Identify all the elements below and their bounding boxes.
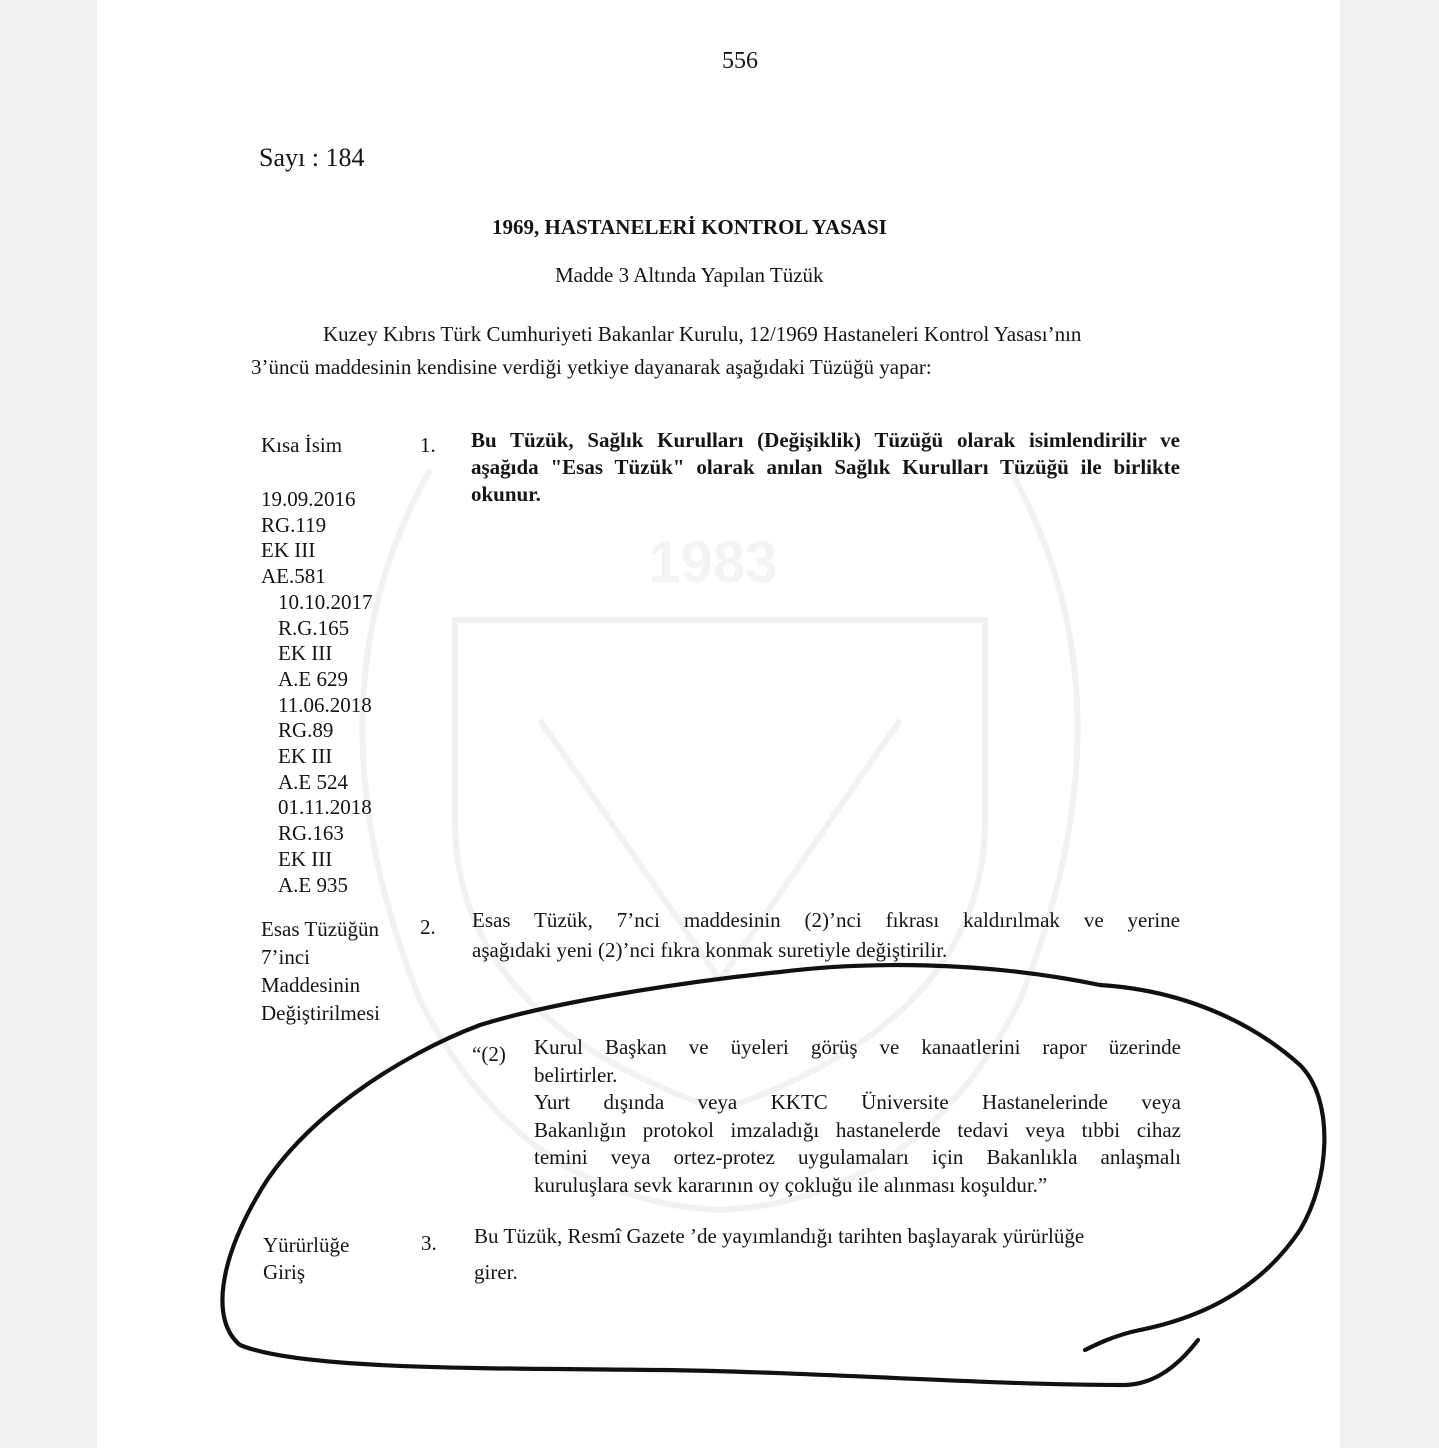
section-2-line: aşağıdaki yeni (2)’nci fıkra konmak suretiyle değiştirilir.: [472, 938, 948, 962]
reference-line: RG.163: [278, 821, 344, 846]
reference-line: A.E 935: [278, 872, 348, 897]
reference-line: 10.10.2017: [278, 589, 373, 614]
quote-line: belirtirler.: [534, 1062, 618, 1087]
margin-title-line: Maddesinin: [261, 973, 361, 997]
reference-line: 01.11.2018: [278, 795, 372, 820]
quote-line: Yurt dışında veya KKTC Üniversite Hastanelerinde veya: [534, 1090, 1181, 1114]
section-1-number: 1.: [420, 433, 436, 457]
reference-line: A.E 629: [278, 666, 348, 691]
section-1-margin-title: Kısa İsim: [261, 433, 343, 457]
section-1-line: aşağıda "Esas Tüzük" olarak anılan Sağlık Kurulları Tüzüğü ile birlikte: [471, 455, 1180, 479]
section-2-text: [472, 905, 1180, 965]
reference-line: RG.119: [261, 512, 327, 537]
margin-title-line: Yürürlüğe: [263, 1233, 350, 1257]
section-1-references: [261, 487, 373, 898]
margin-title-line: Değiştirilmesi: [261, 1001, 380, 1025]
page-number: 556: [722, 48, 758, 74]
section-2-number: 2.: [420, 915, 436, 939]
section-3-line: Bu Tüzük, Resmî Gazete ’de yayımlandığı tarihten başlayarak yürürlüğe: [474, 1224, 1085, 1248]
quote-line: Bakanlığın protokol imzaladığı hastanelerde tedavi veya tıbbi cihaz: [534, 1117, 1181, 1142]
reference-line: AE.581: [261, 564, 326, 589]
reference-line: 11.06.2018: [278, 692, 372, 717]
preamble-line-1: Kuzey Kıbrıs Türk Cumhuriyeti Bakanlar Kurulu, 12/1969 Hastaneleri Kontrol Yasası’nın: [323, 322, 1082, 346]
quote-line: temini veya ortez-protez uygulamaları için Bakanlıkla anlaşmalı: [534, 1145, 1181, 1169]
reference-line: R.G.165: [278, 615, 350, 640]
margin-title-line: Esas Tüzüğün: [261, 917, 380, 941]
law-title: 1969, HASTANELERİ KONTROL YASASI: [492, 215, 887, 239]
quoted-paragraph: [534, 1034, 1181, 1199]
law-subtitle: Madde 3 Altında Yapılan Tüzük: [555, 263, 824, 287]
preamble-line-2: 3’üncü maddesinin kendisine verdiği yetkiye dayanarak aşağıdaki Tüzüğü yapar:: [251, 355, 932, 379]
reference-line: EK III: [278, 641, 333, 666]
reference-line: A.E 524: [278, 769, 348, 794]
section-3-margin-title: [263, 1232, 349, 1286]
section-2-margin-title: [261, 915, 380, 1027]
margin-title-line: Giriş: [263, 1260, 305, 1284]
section-3-line: girer.: [474, 1260, 518, 1284]
reference-line: 19.09.2016: [261, 487, 356, 511]
margin-title-line: 7’inci: [261, 945, 310, 969]
quote-line: kuruluşlara sevk kararının oy çokluğu ile alınması koşuldur.”: [534, 1172, 1048, 1197]
quote-line: Kurul Başkan ve üyeleri görüş ve kanaatlerini rapor üzerinde: [534, 1035, 1181, 1059]
issue-number: Sayı : 184: [259, 143, 365, 172]
reference-line: EK III: [278, 846, 333, 871]
reference-line: EK III: [278, 744, 333, 769]
watermark-year: 1983: [648, 530, 778, 595]
reference-line: RG.89: [278, 718, 334, 743]
section-1-line: okunur.: [471, 482, 541, 506]
reference-line: EK III: [261, 538, 316, 563]
section-2-line: Esas Tüzük, 7’nci maddesinin (2)’nci fıkrası kaldırılmak ve yerine: [472, 908, 1180, 932]
section-1-text: [471, 427, 1180, 508]
quote-marker: “(2): [472, 1042, 506, 1066]
section-3-text: [474, 1218, 1174, 1290]
section-1-line: Bu Tüzük, Sağlık Kurulları (Değişiklik) Tüzüğü olarak isimlendirilir ve: [471, 428, 1180, 452]
section-3-number: 3.: [421, 1231, 437, 1255]
